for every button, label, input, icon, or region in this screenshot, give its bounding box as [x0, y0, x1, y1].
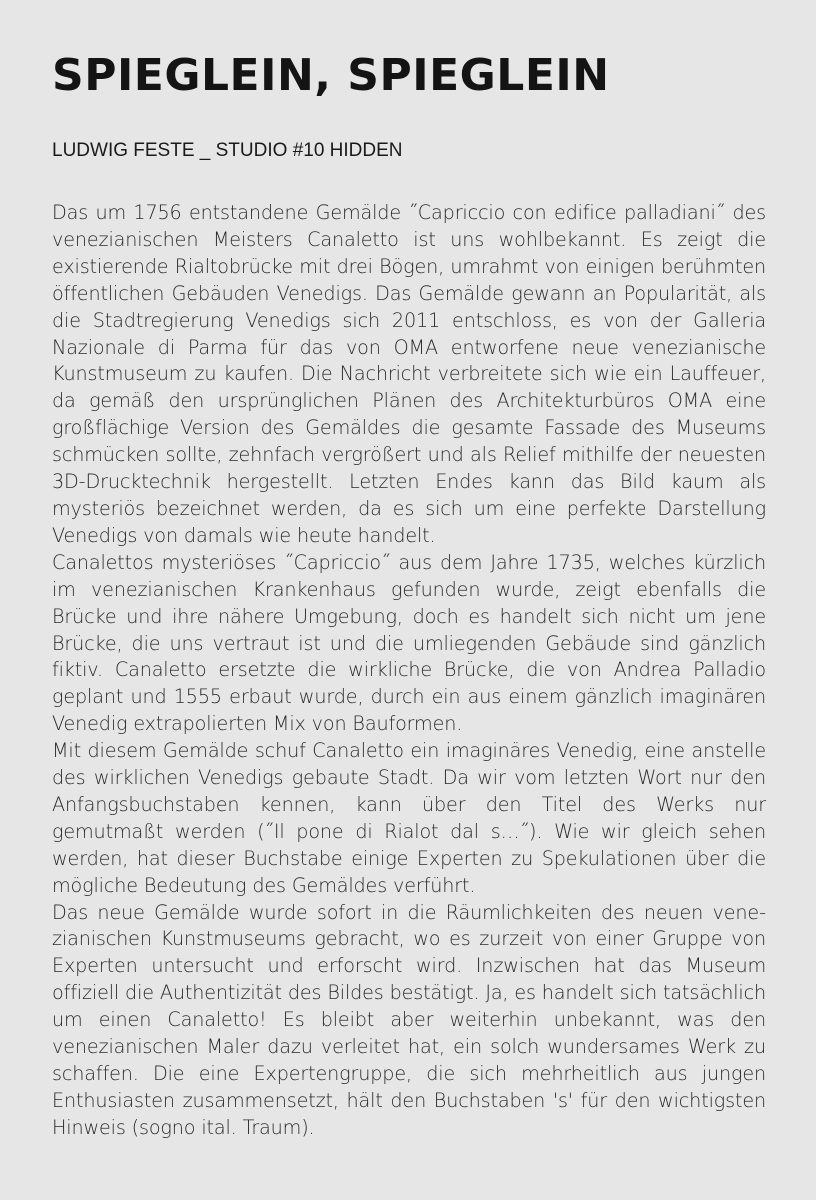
paragraph-1: Das um 1756 entstandene Gemälde ˝Capriccio con edifice palladiani˝ des venezianischen Meisters Canaletto ist uns wohlbekannt. Es zeigt die existierende Rialtobrücke mit drei Bögen, umrahmt von einigen berühmten öffentlichen Gebäuden Venedigs. Das Gemälde gewann an Popularität, als die Stadtregierung Venedigs sich 2011 entschloss, es von der Galleria Nazionale di Parma für das von OMA entworfene neue venezianische Kunstmuseum zu kaufen. Die Nachricht verbreitete sich wie ein Lauffeuer, da gemäß den ursprünglichen Plänen des Architekturbüros OMA eine großflächige Version des Gemäldes die gesamte Fassade des Museums schmücken sollte, zehnfach vergrößert und als Relief mithilfe der neuesten 3D-Drucktechnik hergestellt. Letzten Endes kann das Bild kaum als mysteriös bezeichnet werden, da es sich um eine perfekte Darstellung Venedigs von damals wie heute handelt.	[52, 201, 766, 547]
page-title: SPIEGLEIN, SPIEGLEIN	[52, 50, 610, 101]
article-body	[52, 200, 766, 1142]
paragraph-3: Mit diesem Gemälde schuf Canaletto ein imaginäres Venedig, eine anstelle des wirklichen Venedigs gebaute Stadt. Da wir vom letzten Wort nur den Anfangsbuchstaben kennen, kann über den Titel des Werks nur gemutmaßt werden (˝Il pone di Rialot dal s…˝). Wie wir gleich sehen werden, hat dieser Buchstabe einige Experten zu Spekulationen über die mögliche Bedeutung des Gemäldes verführt.	[52, 739, 766, 897]
paragraph-4: Das neue Gemälde wurde sofort in die Räumlichkeiten des neuen venezianischen Kunstmuseums gebracht, wo es zurzeit von einer Gruppe von Experten untersucht und erforscht wird. Inzwischen hat das Museum offiziell die Authentizität des Bildes bestätigt. Ja, es handelt sich tatsächlich um einen Canaletto! Es bleibt aber weiterhin unbekannt, was den venezianischen Maler dazu verleitet hat, ein solch wundersames Werk zu schaffen. Die eine Expertengruppe, die sich mehrheitlich aus jungen Enthusiasten zusammensetzt, hält den Buchstaben 's' für den wichtigsten Hinweis (sogno ital. Traum).	[52, 900, 766, 1139]
page-subtitle: LUDWIG FESTE _ STUDIO #10 HIDDEN	[52, 140, 403, 161]
paragraph-2: Canalettos mysteriöses ˝Capriccio˝ aus dem Jahre 1735, welches kürzlich im venezianischen Krankenhaus gefunden wurde, zeigt ebenfalls die Brücke und ihre nähere Umgebung, doch es handelt sich nicht um jene Brücke, die uns vertraut ist und die umliegenden Gebäude sind gänzlich fiktiv. Canaletto ersetzte die wirkliche Brücke, die von Andrea Palladio geplant und 1555 erbaut wurde, durch ein aus einem gänzlich imaginären Venedig extrapolierten Mix von Bauformen.	[52, 550, 766, 736]
document-page	[52, 52, 766, 1142]
